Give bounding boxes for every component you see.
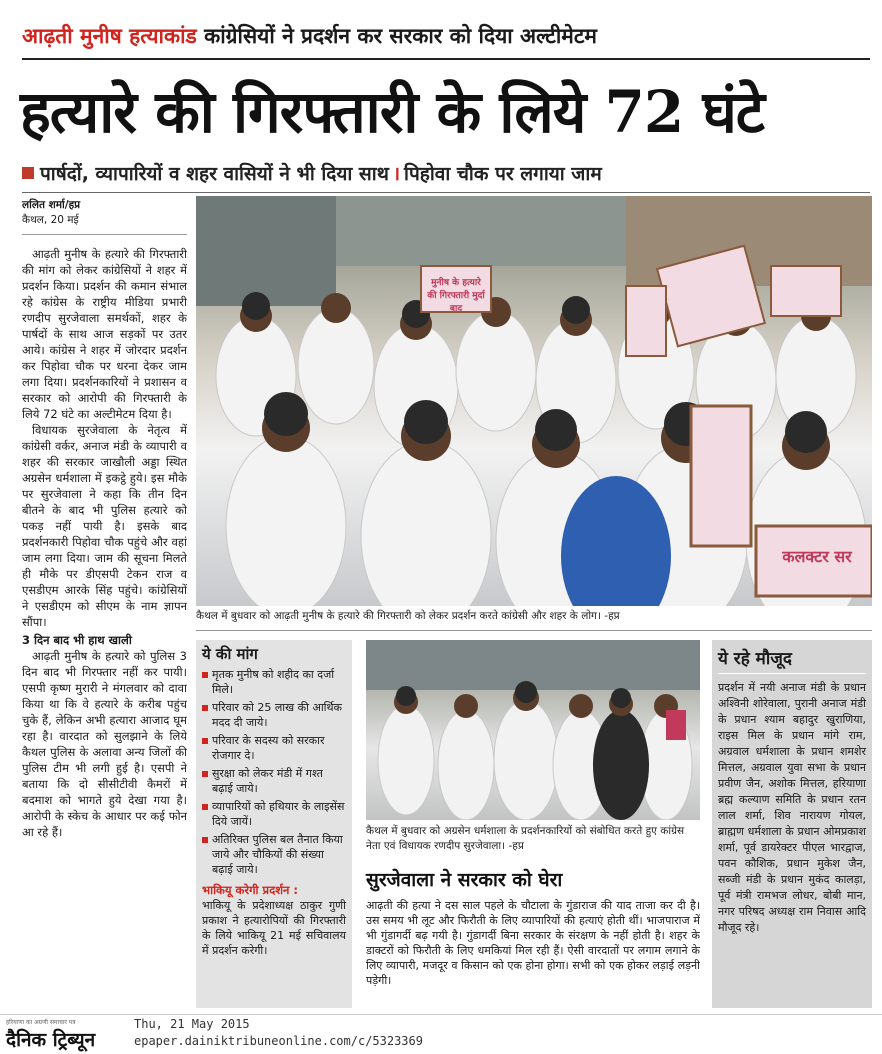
kicker-highlight: आढ़ती मुनीष हत्याकांड: [22, 23, 197, 48]
article-column: [22, 246, 187, 1012]
surjewala-photo-caption: कैथल में बुधवार को अग्रसेन धर्मशाला के प्रदर्शनकारियों को संबोधित करते हुए कांग्रेस नेता एवं विधायक रणदीप सुरजेवाला। -हप्र: [366, 825, 685, 852]
demand-item: परिवार के सदस्य को सरकार रोजगार दे।: [202, 733, 346, 763]
demands-list: [202, 667, 346, 877]
demand-item: व्यापारियों को हथियार के लाइसेंस दिये जायें।: [202, 799, 346, 829]
surjewala-title: सुरजेवाला ने सरकार को घेरा: [366, 869, 563, 891]
byline-divider: [22, 234, 187, 235]
rally-illustration: [366, 640, 700, 820]
bku-protest-text: भाकियू के प्रदेशाध्यक्ष ठाकुर गुणी प्रकाश ने हत्यारोपियों की गिरफ्तारी के लिये भाकियू 21 मई सचिवालय में प्रदर्शन करेगी।: [202, 899, 346, 957]
demand-item: अतिरिक्त पुलिस बल तैनात किया जाये और चौकियों की संख्या बढ़ाई जाये।: [202, 832, 346, 877]
protest-sign-text: कलक्टर सर: [782, 547, 852, 566]
main-protest-photo: [196, 196, 872, 606]
present-text: प्रदर्शन में नयी अनाज मंडी के प्रधान अश्विनी शोरेवाला, पुरानी अनाज मंडी के प्रधान श्याम बहादुर खुराणिया, राइस मिल के प्रधान मांगे राम, अग्रवाल धर्मशाला के प्रधान शमशेर मित्तल, अग्रवाल युवा सभा के प्रधान प्रवीण जैन, अशोक मित्तल, हरियाणा ब्रह्म कल्याण समिति के प्रधान रतन लाल शर्मा, शिव नारायण गोयल, ब्राह्मण धर्मशाला के प्रधान ओमप्रकाश शर्मा, पूर्व डायरेक्टर पीएल भारद्वाज, पवन कौशिक, प्रधान मुकेश जैन, सब्जी मंडी के प्रधान मुकंद कालड़ा, पूर्व मंत्री रामभज लोधर, बोबी मान, नगर परिषद अध्यक्ष राम निवास आदि मौजूद रहे।: [718, 681, 866, 934]
protest-sign-text: मुनीष के हत्यारे की गिरफ्तारी मुर्दा बाद: [427, 278, 485, 314]
article-paragraph: आढ़ती मुनीष के हत्यारे को पुलिस 3 दिन बाद भी गिरफ्तार नहीं कर पायी। एसपी कृष्ण मुरारी ने मंगलवार को दावा किया था कि वे हत्यारे के करीब पहुंच चुके हैं, लेकिन अभी हत्यारा आजाद घूम रहा है। वारदात को सुलझाने के लिये कैथल पुलिस के अलावा अन्य जिलों की पुलिस टीम भी लगी हुई है। एसपी ने बताया कि दो सीसीटीवी कैमरों में बदमाश को भागते हुये देखा गया है। आरोपी के स्केच के आधार पर कई फोन आ रहे हैं।: [22, 649, 187, 839]
article-subtitle: 3 दिन बाद भी हाथ खाली: [22, 633, 132, 647]
article-paragraph: विधायक सुरजेवाला के नेतृत्व में कांग्रेसी वर्कर, अनाज मंडी के व्यापारी व शहर की सरकार जाखौली अड्डा स्थित अग्रसेन धर्मशाला में इकट्ठे हुये। इस मौके पर सुरजेवाला ने कहा कि तीन दिन बीतने के बाद भी पुलिस हत्यारे को पकड़ नहीं पायी है। इसके बाद प्रदर्शनकारी पिहोवा चौक पहुंचे और वहां जाम लगा दिया। जाम की सूचना मिलते ही मौके पर डीएसपी टेकन राज व एसडीएम आरके सिंह पहुंचे। कांग्रेसियों ने एसडीएम को सीएम के नाम ज्ञापन सौंपा।: [22, 423, 187, 629]
demand-item: सुरक्षा को लेकर मंडी में गश्त बढ़ाई जाये।: [202, 766, 346, 796]
newspaper-logo: [6, 1018, 126, 1052]
bku-protest-title: भाकियू करेगी प्रदर्शन :: [202, 883, 298, 897]
article-paragraph: आढ़ती मुनीष के हत्यारे की गिरफ्तारी की मांग को लेकर कांग्रेसियों ने शहर में प्रदर्शन किया। प्रदर्शन की कमान संभाल रहे कांग्रेस के राष्ट्रीय मीडिया प्रभारी रणदीप सुरजेवाला समर्थकों, शहर के पार्षदों के साथ आज सड़कों पर उतर आये। कांग्रेस ने शहर में जोरदार प्रदर्शन कर पिहोवा चौक पर धरना देकर जाम लगा दिया। प्रदर्शनकारियों ने प्रशासन व सरकार को आरोपी की गिरफ्तारी के लिये 72 घंटे का अल्टीमेटम दिया है।: [22, 247, 187, 421]
footer-divider: [0, 1014, 882, 1015]
square-bullet-icon: [22, 167, 34, 179]
present-title: ये रहे मौजूद: [718, 646, 866, 674]
kicker-line: [22, 22, 870, 56]
logo-tagline: हरियाणा का अग्रणी समाचार पत्र: [6, 1019, 76, 1026]
epaper-url[interactable]: epaper.dainiktribuneonline.com/c/5323369: [134, 1034, 423, 1048]
demand-item: मृतक मुनीष को शहीद का दर्जा मिले।: [202, 667, 346, 697]
subhead-divider: [22, 192, 870, 193]
surjewala-text: आढ़ती की हत्या ने दस साल पहले के चौटाला के गुंडाराज की याद ताजा कर दी है। उस समय भी लूट और फिरौती के लिए व्यापारियों की हत्याएं होती थीं। भाजपाराज में भी गुंडागर्दी बढ़ गयी है। गुंडागर्दी बिना सरकार के संरक्षण के नहीं होती है। शहर के डाक्टरों को फिरौती के लिए धमकियां मिल रही हैं। ऐसी वारदातों पर लगाम लगाने के लिए व्यापारी, मजदूर व किसान को एक होना होगा। सभी को एक होकर लड़ाई लड़नी पड़ेगी।: [366, 899, 700, 987]
edition-date: Thu, 21 May 2015: [134, 1017, 250, 1031]
logo-name: दैनिक ट्रिब्यून: [6, 1029, 96, 1051]
byline-place-date: कैथल, 20 मई: [22, 214, 79, 226]
page-headline: हत्यारे की गिरफ्तारी के लिये 72 घंटे: [20, 78, 764, 146]
kicker-divider: [22, 58, 870, 60]
demands-title: ये की मांग: [202, 645, 258, 663]
subhead-part1: पार्षदों, व्यापारियों व शहर वासियों ने भी दिया साथ: [40, 163, 389, 185]
subheadline: [22, 160, 870, 188]
surjewala-photo: [366, 640, 700, 820]
present-box: [712, 640, 872, 1008]
subhead-part2: पिहोवा चौक पर लगाया जाम: [404, 163, 602, 185]
byline-author: ललित शर्मा/हप्र: [22, 199, 81, 211]
subhead-separator: ।: [392, 163, 401, 185]
demand-item: परिवार को 25 लाख की आर्थिक मदद दी जाये।: [202, 700, 346, 730]
main-photo-caption: कैथल में बुधवार को आढ़ती मुनीष के हत्यारे की गिरफ्तारी को लेकर प्रदर्शन करते कांग्रेसी और शहर के लोग। -हप्र: [196, 609, 872, 631]
kicker-rest: कांग्रेसियों ने प्रदर्शन कर सरकार को दिया अल्टीमेटम: [196, 23, 597, 48]
demands-box: [196, 640, 352, 1008]
byline: [22, 198, 187, 228]
